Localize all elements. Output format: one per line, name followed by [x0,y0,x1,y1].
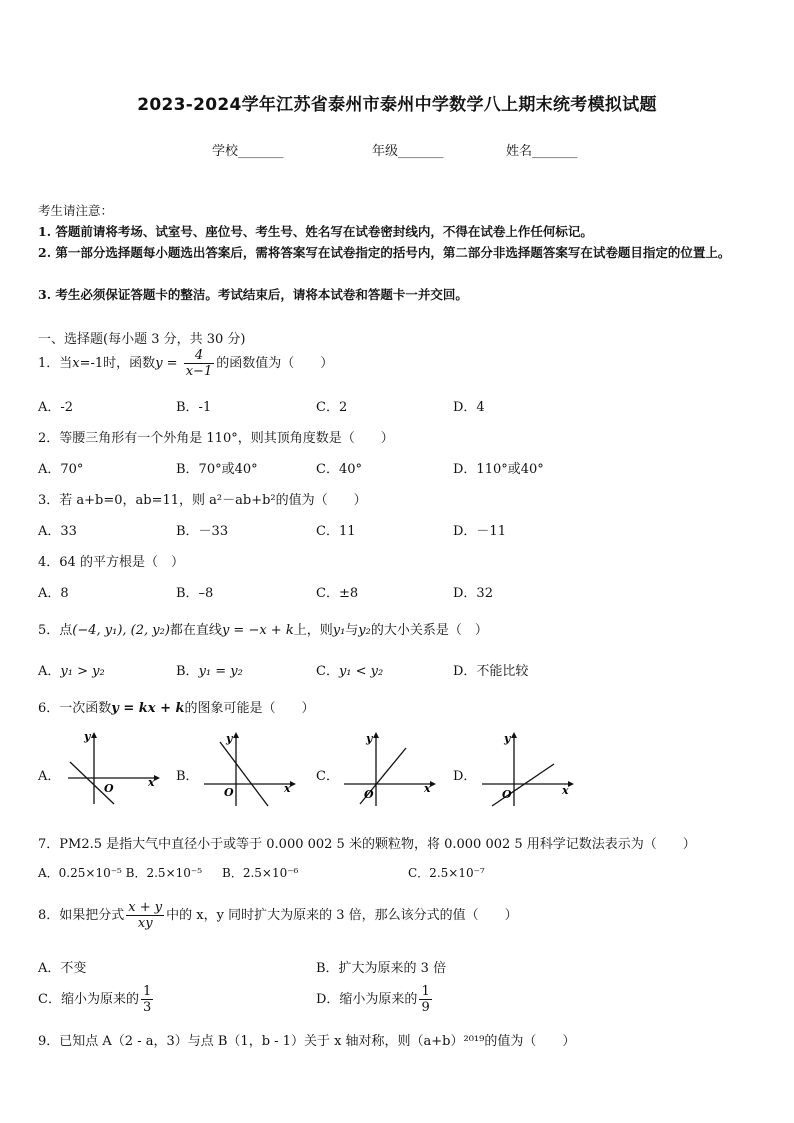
name-field[interactable]: 姓名_______ [506,144,578,159]
q7-option-b[interactable]: B．2.5×10⁻⁶ [222,866,299,880]
svg-text:O: O [224,786,234,799]
q3-option-a[interactable]: A．33 [38,524,77,539]
q6-option-a-label[interactable]: A． [38,769,61,784]
notice-heading: 考生请注意： [38,203,114,218]
school-field[interactable]: 学校_______ [212,144,284,159]
svg-text:y: y [226,732,233,745]
notice-item-1: 1. 答题前请将考场、试室号、座位号、考生号、姓名写在试卷密封线内，不得在试卷上作任何标记。 [38,224,593,239]
q3-option-b[interactable]: B．－33 [176,524,229,539]
svg-text:x: x [424,782,431,795]
q4-option-d[interactable]: D．32 [453,586,493,601]
q6-graph-c[interactable] [338,728,438,808]
q8-option-c[interactable]: C．缩小为原来的 $\frac{1}{3}$ [38,984,152,1015]
svg-text:y: y [84,730,91,743]
q7-option-ab[interactable]: A．0.25×10⁻⁵ B．2.5×10⁻⁵ [38,866,203,880]
notice-item-3: 3. 考生必须保证答题卡的整洁。考试结束后，请将本试卷和答题卡一并交回。 [38,287,468,302]
q2-option-a[interactable]: A．70° [38,462,84,477]
q6-graph-d[interactable] [476,728,576,808]
svg-text:x: x [284,782,291,795]
q1-option-b[interactable]: B．-1 [176,400,212,415]
notice-item-2: 2. 第一部分选择题每小题选出答案后，需将答案写在试卷指定的括号内，第二部分非选择题答案写在试卷题目指定的位置上。 [38,245,731,260]
question-2: 2．等腰三角形有一个外角是 110°，则其顶角度数是（ ） [38,431,394,446]
q3-option-c[interactable]: C．11 [316,524,356,539]
fraction: $\frac{x + y}{xy}$ [128,900,163,931]
q3-option-d[interactable]: D．－11 [453,524,506,539]
question-4: 4．64 的平方根是（ ） [38,555,184,570]
q4-option-b[interactable]: B．–8 [176,586,214,601]
question-7: 7．PM2.5 是指大气中直径小于或等于 0.000 002 5 米的颗粒物，将 0.000 002 5 用科学记数法表示为（ ） [38,837,696,852]
q4-option-c[interactable]: C．±8 [316,586,359,601]
q8-option-a[interactable]: A．不变 [38,961,87,976]
q6-option-b-label[interactable]: B． [176,769,199,784]
q6-graph-a[interactable] [62,728,162,808]
q6-graph-b[interactable] [198,728,298,808]
question-9: 9．已知点 A（2 - a，3）与点 B（1，b - 1）关于 x 轴对称，则（a+b）²⁰¹⁹的值为（ ） [38,1034,576,1049]
question-1: 1．当x=-1时，函数y = $\frac{4}{x-1}$ 的函数值为（ ） [38,348,334,379]
q2-option-d[interactable]: D．110°或40° [453,462,544,477]
q1-option-c[interactable]: C．2 [316,400,348,415]
q4-option-a[interactable]: A．8 [38,586,69,601]
section-heading: 一、选择题(每小题 3 分，共 30 分) [38,332,246,347]
grade-field[interactable]: 年级_______ [372,144,444,159]
svg-text:O: O [104,782,114,795]
svg-text:y: y [504,732,511,745]
q1-option-a[interactable]: A．-2 [38,400,74,415]
q5-option-b[interactable]: B．y₁ = y₂ [176,664,243,679]
svg-text:O: O [502,788,512,801]
q6-option-c-label[interactable]: C． [316,769,339,784]
q5-option-d[interactable]: D．不能比较 [453,664,529,679]
question-5: 5．点(−4, y₁), (2, y₂)都在直线y = −x + k上，则y₁与y₂的大小关系是（ ） [38,623,488,638]
q7-option-c[interactable]: C．2.5×10⁻⁷ [408,866,485,880]
q5-option-a[interactable]: A．y₁ > y₂ [38,664,105,679]
q8-option-d[interactable]: D．缩小为原来的 $\frac{1}{9}$ [316,984,430,1015]
question-3: 3．若 a+b=0，ab=11，则 a²－ab+b²的值为（ ） [38,493,367,508]
q1-option-d[interactable]: D．4 [453,400,485,415]
fraction: $\frac{4}{x-1}$ [185,348,213,379]
q6-option-d-label[interactable]: D． [453,769,477,784]
svg-text:O: O [364,788,374,801]
question-6: 6．一次函数y = kx + k的图象可能是（ ） [38,701,315,716]
question-8: 8．如果把分式 $\frac{x + y}{xy}$ 中的 x，y 同时扩大为原来的 3 倍，那么该分式的值（ ） [38,900,518,931]
q5-option-c[interactable]: C．y₁ < y₂ [316,664,384,679]
q2-option-b[interactable]: B．70°或40° [176,462,258,477]
page-title: 2023-2024学年江苏省泰州市泰州中学数学八上期末统考模拟试题 [137,95,657,115]
svg-text:x: x [562,784,569,797]
svg-text:y: y [366,732,373,745]
q8-option-b[interactable]: B．扩大为原来的 3 倍 [316,961,447,976]
svg-text:x: x [148,776,155,789]
q2-option-c[interactable]: C．40° [316,462,362,477]
